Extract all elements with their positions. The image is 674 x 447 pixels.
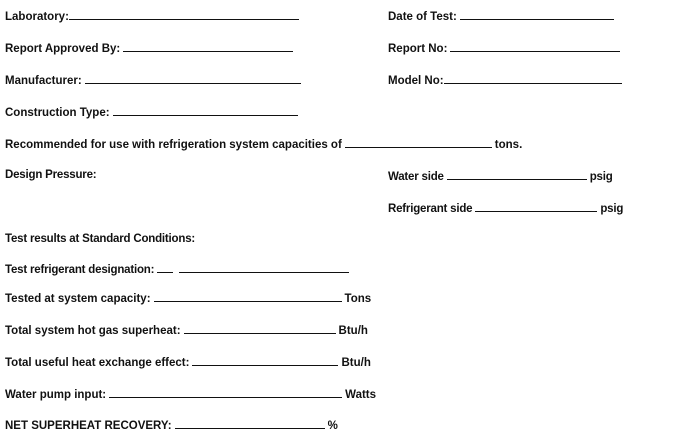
refrigerant-side-label: Refrigerant side [388, 203, 473, 215]
laboratory-label: Laboratory: [5, 11, 69, 23]
design-pressure-row [5, 168, 96, 182]
tested-capacity-field[interactable] [154, 290, 342, 302]
useful-heat-unit: Btu/h [341, 357, 371, 369]
refrigerant-side-field[interactable] [475, 200, 597, 212]
laboratory-field[interactable] [69, 8, 299, 20]
pump-input-field[interactable] [109, 386, 342, 398]
date-of-test-row [388, 8, 617, 24]
net-recovery-field[interactable] [175, 417, 325, 429]
laboratory-row [5, 8, 302, 24]
report-no-field[interactable] [450, 40, 620, 52]
net-recovery-row [5, 417, 338, 433]
construction-type-row [5, 104, 301, 120]
refrigerant-designation-prefix-field[interactable] [157, 261, 173, 273]
test-results-heading [5, 232, 195, 246]
model-no-label: Model No: [388, 75, 444, 87]
manufacturer-field[interactable] [85, 72, 301, 84]
manufacturer-row [5, 72, 304, 88]
recommended-row [5, 136, 522, 152]
construction-type-label: Construction Type: [5, 107, 110, 119]
refrigerant-designation-field[interactable] [179, 261, 349, 273]
useful-heat-row [5, 354, 371, 370]
model-no-field[interactable] [444, 72, 622, 84]
water-side-field[interactable] [447, 168, 587, 180]
hot-gas-superheat-row [5, 322, 368, 338]
date-of-test-label: Date of Test: [388, 11, 457, 23]
tested-capacity-unit: Tons [344, 293, 372, 305]
test-results-heading-label: Test results at Standard Conditions: [5, 233, 196, 245]
water-side-unit: psig [589, 171, 613, 183]
net-recovery-label: NET SUPERHEAT RECOVERY: [5, 420, 172, 432]
refrigerant-side-row [388, 200, 623, 216]
water-side-label: Water side [388, 171, 444, 183]
pump-input-unit: Watts [345, 389, 377, 401]
model-no-row [388, 72, 625, 88]
report-approved-field[interactable] [123, 40, 293, 52]
refrigerant-designation-label: Test refrigerant designation: [5, 264, 155, 276]
net-recovery-unit: % [327, 420, 338, 432]
date-of-test-field[interactable] [460, 8, 614, 20]
useful-heat-label: Total useful heat exchange effect: [5, 357, 190, 369]
hot-gas-superheat-label: Total system hot gas superheat: [5, 325, 181, 337]
construction-type-field[interactable] [113, 104, 298, 116]
refrigerant-side-unit: psig [600, 203, 624, 215]
hot-gas-superheat-unit: Btu/h [338, 325, 368, 337]
recommended-label: Recommended for use with refrigeration system capacities of [5, 139, 342, 151]
water-side-row [388, 168, 613, 184]
tested-capacity-row [5, 290, 371, 306]
recommended-field[interactable] [345, 136, 492, 148]
report-no-row [388, 40, 623, 56]
refrigerant-designation-row [5, 261, 352, 277]
report-no-label: Report No: [388, 43, 448, 55]
design-pressure-label: Design Pressure: [5, 169, 97, 181]
pump-input-label: Water pump input: [5, 389, 107, 401]
pump-input-row [5, 386, 376, 402]
report-approved-row [5, 40, 296, 56]
useful-heat-field[interactable] [192, 354, 338, 366]
manufacturer-label: Manufacturer: [5, 75, 82, 87]
tested-capacity-label: Tested at system capacity: [5, 293, 151, 305]
hot-gas-superheat-field[interactable] [184, 322, 336, 334]
report-approved-label: Report Approved By: [5, 43, 121, 55]
recommended-unit: tons. [494, 139, 523, 151]
